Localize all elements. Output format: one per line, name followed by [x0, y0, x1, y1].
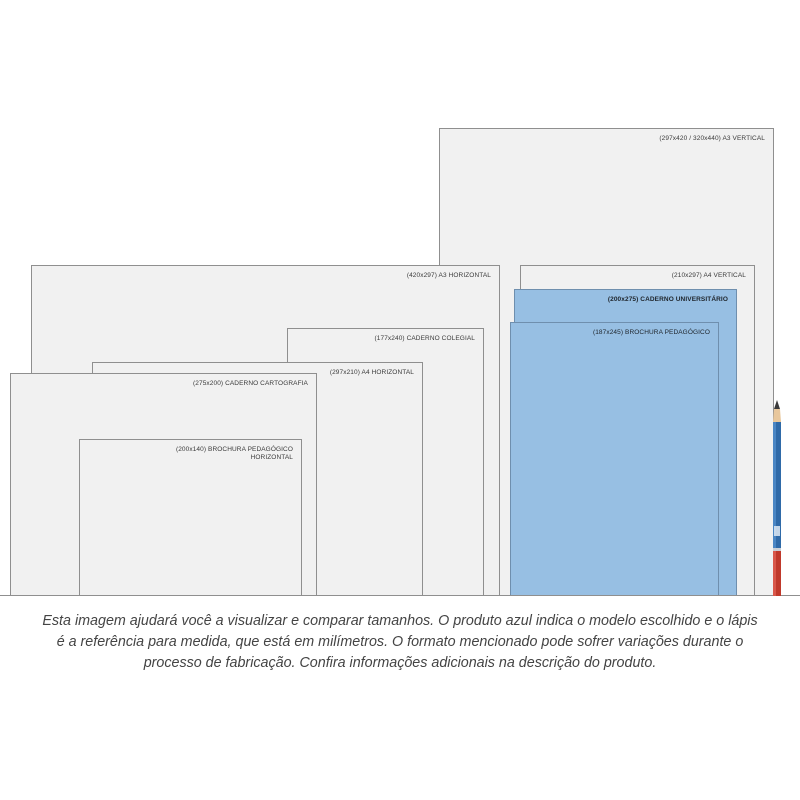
- baseline: [0, 595, 800, 596]
- sheet-brochura-pedagogico-horizontal: [79, 439, 302, 596]
- sheet-label: (187x245) BROCHURA PEDAGÓGICO: [592, 329, 710, 336]
- sheet-label: (200x140) BROCHURA PEDAGÓGICO HORIZONTAL: [175, 446, 293, 461]
- sheet-label: (420x297) A3 HORIZONTAL: [406, 272, 491, 279]
- sheet-label: (297x420 / 320x440) A3 VERTICAL: [659, 135, 765, 142]
- sheet-label: (177x240) CADERNO COLEGIAL: [374, 335, 475, 342]
- sheet-brochura-pedagogico: [510, 322, 719, 596]
- sheet-label: (210x297) A4 VERTICAL: [671, 272, 746, 279]
- sheet-label: (275x200) CADERNO CARTOGRAFIA: [193, 380, 308, 387]
- sheet-label: (297x210) A4 HORIZONTAL: [329, 369, 414, 376]
- pencil-icon: [768, 400, 786, 596]
- sheet-label: (200x275) CADERNO UNIVERSITÁRIO: [607, 296, 728, 303]
- caption-text: Esta imagem ajudará você a visualizar e comparar tamanhos. O produto azul indica o modelo escolhido e o lápis é a referência para medida, que está em milímetros. O formato mencionado pode sofrer variações durante o processo de fabricação. Confira informações adicionais na descrição do produto.: [42, 613, 758, 671]
